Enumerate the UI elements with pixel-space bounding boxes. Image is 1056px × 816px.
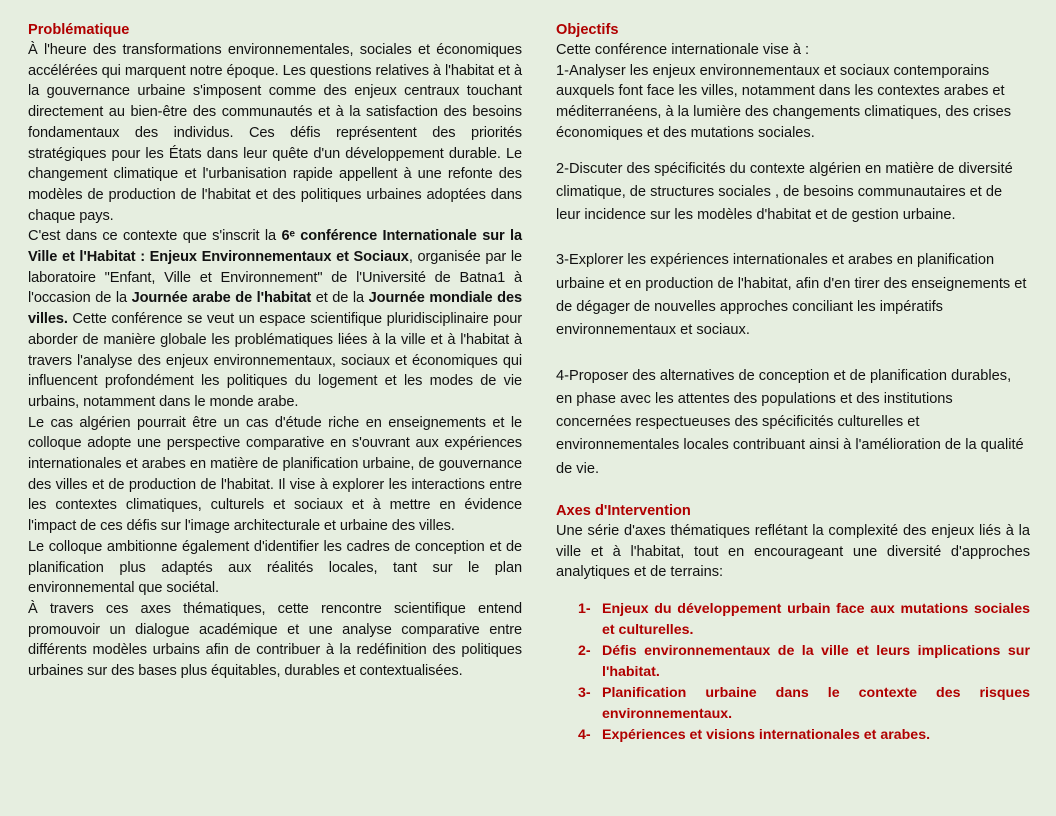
- journee-arabe-habitat: Journée arabe de l'habitat: [131, 290, 312, 307]
- journee-mondiale-villes: Journée mondiale des villes.: [28, 290, 523, 328]
- objectifs-intro: Cette conférence internationale vise à :: [556, 42, 810, 58]
- axe-item: [556, 725, 1030, 746]
- axe-number: 3-: [578, 685, 591, 702]
- problematique-column: [28, 20, 522, 682]
- objectif-4: 4-Proposer des alternatives de conception et de planification durables, en phase avec les attentes des populations et des institutions concernées respectueuses des spécificités culturelles et environnementales locales contribuant ainsi à l'amélioration de la qualité de vie.: [556, 367, 1024, 477]
- problematique-paragraph-4: Le colloque ambitionne également d'identifier les cadres de conception et de planification plus adaptés aux réalités locales, tant sur le plan environnemental que sociétal.: [28, 538, 522, 597]
- problematique-paragraph-3: Le cas algérien pourrait être un cas d'étude riche en enseignements et le colloque adopte une perspective comparative en s'ouvrant aux expériences internationales et arabes en matière de planification urbaine, de gouvernance des villes et de production de l'habitat. Il vise à explorer les interactions entre les contextes climatiques, culturels et sociaux et à mettre en évidence l'impact de ces défis sur l'image architecturale et urbaine des villes.: [28, 414, 522, 535]
- axes-list: [556, 599, 1030, 746]
- axe-text: Défis environnementaux de la ville et leurs implications sur l'habitat.: [602, 643, 1030, 681]
- spacer: [556, 343, 1030, 365]
- axe-number: 1-: [578, 601, 591, 618]
- objectifs-column: [556, 20, 1030, 746]
- spacer: [556, 227, 1030, 249]
- conference-name: 6ᵉ conférence Internationale sur la Ville et l'Habitat : Enjeux Environnementaux et Sociaux: [28, 228, 522, 266]
- objectifs-heading: Objectifs: [556, 22, 619, 38]
- objectif-1: 1-Analyser les enjeux environnementaux et sociaux contemporains auxquels font face les villes, notamment dans les contextes arabes et méditerranéens, à la lumière des changements climatiques, des crises économiques et des mutations sociales.: [556, 62, 1012, 141]
- problematique-paragraph-2: [28, 226, 522, 412]
- spacer: [556, 144, 1030, 158]
- axe-text: Expériences et visions internationales et arabes.: [602, 727, 931, 744]
- objectif-3: 3-Explorer les expériences internationales et arabes en planification urbaine et en production de l'habitat, afin d'en tirer des enseignements et de dégager de nouvelles approches conciliant les impératifs environnementaux et sociaux.: [556, 252, 1027, 339]
- p2-text-a: C'est dans ce contexte que s'inscrit la: [28, 228, 282, 245]
- p2-text-g: Cette conférence se veut un espace scientifique pluridisciplinaire pour aborder de manière globale les problématiques liées à la ville et à l'habitat à travers l'analyse des enjeux environnementaux, sociaux et économiques qui influencent profondément les politiques du logement et les modes de vie urbains, notamment dans le monde arabe.: [28, 311, 522, 410]
- axe-number: 2-: [578, 643, 591, 660]
- axe-item: [556, 683, 1030, 725]
- axes-heading: Axes d'Intervention: [556, 503, 691, 520]
- axe-text: Planification urbaine dans le contexte des risques environnementaux.: [602, 685, 1030, 723]
- axe-number: 4-: [578, 727, 591, 744]
- p2-text-e: et de la: [311, 290, 369, 307]
- spacer: [556, 481, 1030, 501]
- axe-item: [556, 641, 1030, 683]
- problematique-paragraph-1: À l'heure des transformations environnementales, sociales et économiques accélérées qui marquent notre époque. Les questions relatives à l'habitat et à la gouvernance urbaine s'imposent comme des enjeux centraux touchant directement au bien-être des communautés et à la satisfaction des besoins fondamentaux des individus. Ces défis représentent des priorités stratégiques pour les États dans leur quête d'un développement durable. Le changement climatique et l'urbanisation rapide appellent à une refonte des modèles de production de l'habitat et des politiques urbaines adoptées dans chaque pays.: [28, 42, 522, 224]
- problematique-heading: Problématique: [28, 22, 130, 38]
- problematique-paragraph-5: À travers ces axes thématiques, cette rencontre scientifique entend promouvoir un dialogue académique et une analyse comparative entre différents modèles urbains afin de contribuer à la redéfinition des politiques urbaines sur des bases plus équitables, durables et contextualisées.: [28, 600, 522, 680]
- axe-text: Enjeux du développement urbain face aux mutations sociales et culturelles.: [602, 601, 1030, 639]
- axe-item: [556, 599, 1030, 641]
- axes-intro: Une série d'axes thématiques reflétant la complexité des enjeux liés à la ville et à l'habitat, tout en encourageant une diversité d'approches analytiques et de terrains:: [556, 523, 1030, 581]
- p2-text-c: , organisée par le laboratoire "Enfant, Ville et Environnement" de l'Université de Batna1 à l'occasion de la: [28, 249, 523, 307]
- objectif-2: 2-Discuter des spécificités du contexte algérien en matière de diversité climatique, de structures sociales , de besoins communautaires et de leur incidence sur les modèles d'habitat et de gestion urbaine.: [556, 160, 1013, 224]
